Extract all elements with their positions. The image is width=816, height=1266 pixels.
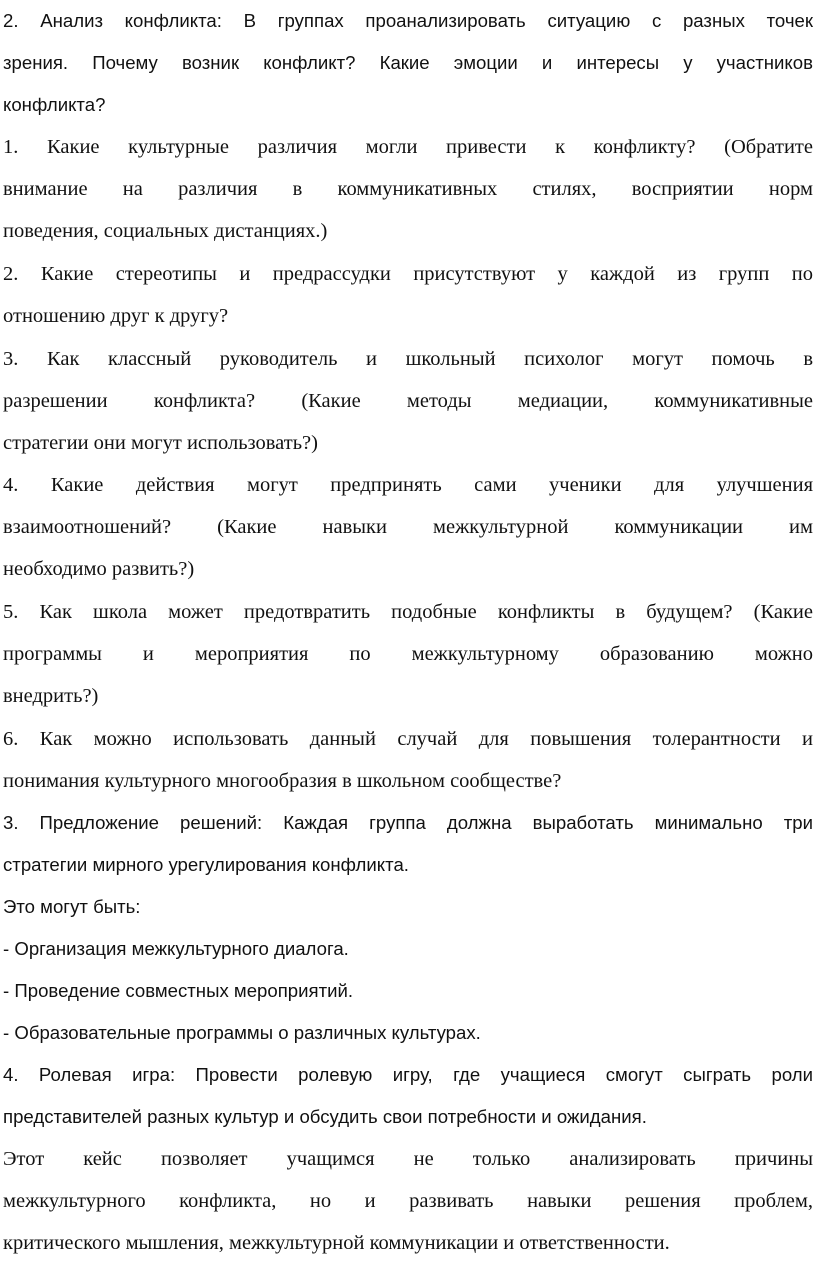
text-line: - Проведение совместных мероприятий. [3,980,354,1001]
text-line: внедрить?) [3,685,99,707]
text-line: стратегии они могут использовать?) [3,432,318,454]
text-line: отношению друг к другу? [3,305,229,327]
text-line: 4. Ролевая игра: Провести ролевую игру, где учащиеся смогут сыграть роли [3,1064,813,1085]
text-line: - Организация межкультурного диалога. [3,938,349,959]
text-line: Это могут быть: [3,896,141,917]
text-line: 4. Какие действия могут предпринять сами ученики для улучшения [3,474,813,496]
paragraph [3,802,813,886]
paragraph [3,1054,813,1138]
text-line: зрения. Почему возник конфликт? Какие эмоции и интересы у участников [3,52,813,73]
paragraph [3,886,813,928]
text-line: Этот кейс позволяет учащимся не только анализировать причины [3,1148,813,1170]
text-line: 3. Как классный руководитель и школьный психолог могут помочь в [3,348,813,370]
text-line: 2. Анализ конфликта: В группах проанализировать ситуацию с разных точек [3,10,813,31]
text-line: взаимоотношений? (Какие навыки межкультурной коммуникации им [3,516,813,538]
text-line: программы и мероприятия по межкультурному образованию можно [3,643,813,665]
text-line: разрешении конфликта? (Какие методы медиации, коммуникативные [3,390,813,412]
text-line: необходимо развить?) [3,558,195,580]
paragraph [3,338,813,464]
text-line: критического мышления, межкультурной коммуникации и ответственности. [3,1232,670,1254]
text-line: межкультурного конфликта, но и развивать навыки решения проблем, [3,1190,813,1212]
text-line: понимания культурного многообразия в школьном сообществе? [3,770,562,792]
paragraph [3,718,813,802]
text-line: 5. Как школа может предотвратить подобные конфликты в будущем? (Какие [3,601,813,623]
text-line: представителей разных культур и обсудить свои потребности и ожидания. [3,1106,647,1127]
paragraph [3,0,813,126]
text-line: поведения, социальных дистанциях.) [3,220,328,242]
paragraph [3,970,813,1012]
paragraph [3,1012,813,1054]
text-line: стратегии мирного урегулирования конфликта. [3,854,409,875]
text-line: 2. Какие стереотипы и предрассудки присутствуют у каждой из групп по [3,263,813,285]
text-line: 6. Как можно использовать данный случай для повышения толерантности и [3,728,813,750]
text-line: внимание на различия в коммуникативных стилях, восприятии норм [3,178,813,200]
paragraph [3,591,813,717]
paragraph [3,928,813,970]
text-line: конфликта? [3,94,106,115]
paragraph [3,253,813,337]
text-line: 3. Предложение решений: Каждая группа должна выработать минимально три [3,812,813,833]
text-line: 1. Какие культурные различия могли привести к конфликту? (Обратите [3,136,813,158]
paragraph [3,1138,813,1264]
document-page [3,0,813,1266]
paragraph [3,464,813,590]
paragraph [3,126,813,252]
text-line: - Образовательные программы о различных культурах. [3,1022,481,1043]
